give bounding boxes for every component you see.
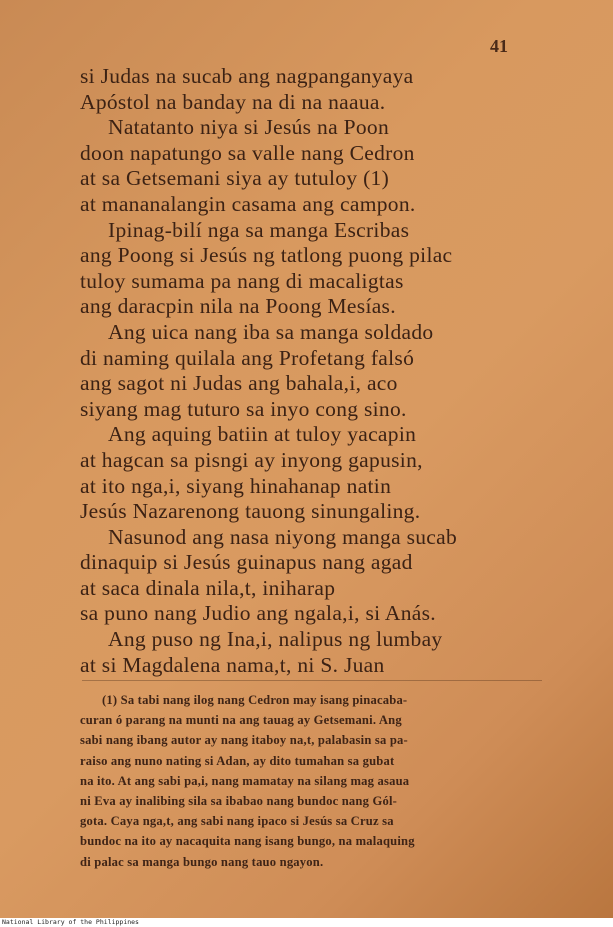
verse-line: si Judas na sucab ang nagpanganyaya [80, 64, 414, 88]
footnote-line: raiso ang nuno nating si Adan, ay dito tumahan sa gubat [80, 753, 395, 768]
verse-line: Jesús Nazarenong tauong sinungaling. [80, 499, 421, 524]
verse-text [80, 64, 550, 678]
verse-line: at sa Getsemani siya ay tutuloy (1) [80, 166, 390, 191]
footnote-text [80, 690, 542, 872]
verse-line: ang Poong si Jesús ng tatlong puong pilac [80, 243, 453, 268]
footnote-line: gota. Caya nga,t, ang sabi nang ipaco si Jesús sa Cruz sa [80, 814, 394, 829]
verse-line: at mananalangin casama ang campon. [80, 191, 416, 216]
page-number: 41 [490, 36, 508, 56]
verse-line: Apóstol na banday na di na naaua. [80, 89, 386, 114]
verse-line: at saca dinala nila,t, iniharap [80, 575, 336, 600]
verse-line: Nasunod ang nasa niyong manga sucab [108, 524, 458, 549]
footnote-line: (1) Sa tabi nang ilog nang Cedron may isang pinacaba- [102, 693, 408, 707]
verse-line: at ito nga,i, siyang hinahanap natin [80, 473, 392, 498]
verse-line: sa puno nang Judio ang ngala,i, si Anás. [80, 601, 436, 626]
verse-line: ang sagot ni Judas ang bahala,i, aco [80, 371, 398, 396]
verse-line: di naming quilala ang Profetang falsó [80, 345, 415, 370]
footnote-line: na ito. At ang sabi pa,i, nang mamatay na silang mag asaua [80, 773, 410, 788]
verse-line: Ipinag-bilí nga sa manga Escribas [108, 217, 410, 242]
verse-line: at si Magdalena nama,t, ni S. Juan [80, 652, 385, 677]
footnote-line: ni Eva ay inalibing sila sa ibabao nang bundoc nang Gól- [80, 794, 398, 809]
verse-line: tuloy sumama pa nang di macaligtas [80, 268, 404, 293]
verse-line: Ang aquing batiin at tuloy yacapin [108, 422, 417, 447]
verse-line: at hagcan sa pisngi ay inyong gapusin, [80, 447, 423, 472]
footnote-line: di palac sa manga bungo nang tauo ngayon. [80, 854, 324, 869]
verse-line: siyang mag tuturo sa inyo cong sino. [80, 396, 407, 421]
footnote-divider [82, 680, 542, 681]
verse-line: Ang puso ng Ina,i, nalipus ng lumbay [108, 627, 443, 652]
verse-line: ang daracpin nila na Poong Mesías. [80, 294, 396, 319]
footnote-line: bundoc na ito ay nacaquita nang isang bungo, na malaquing [80, 834, 415, 849]
verse-line: doon napatungo sa valle nang Cedron [80, 140, 415, 165]
footnote-line: sabi nang ibang autor ay nang itaboy na,t, palabasin sa pa- [80, 733, 408, 748]
library-credit: National Library of the Philippines [2, 918, 139, 926]
footnote-line: curan ó parang na munti na ang tauag ay Getsemani. Ang [80, 713, 402, 728]
verse-line: dinaquip si Jesús guinapus nang agad [80, 550, 413, 575]
verse-line: Ang uica nang iba sa manga soldado [108, 319, 434, 344]
verse-line: Natatanto niya si Jesús na Poon [108, 115, 389, 140]
